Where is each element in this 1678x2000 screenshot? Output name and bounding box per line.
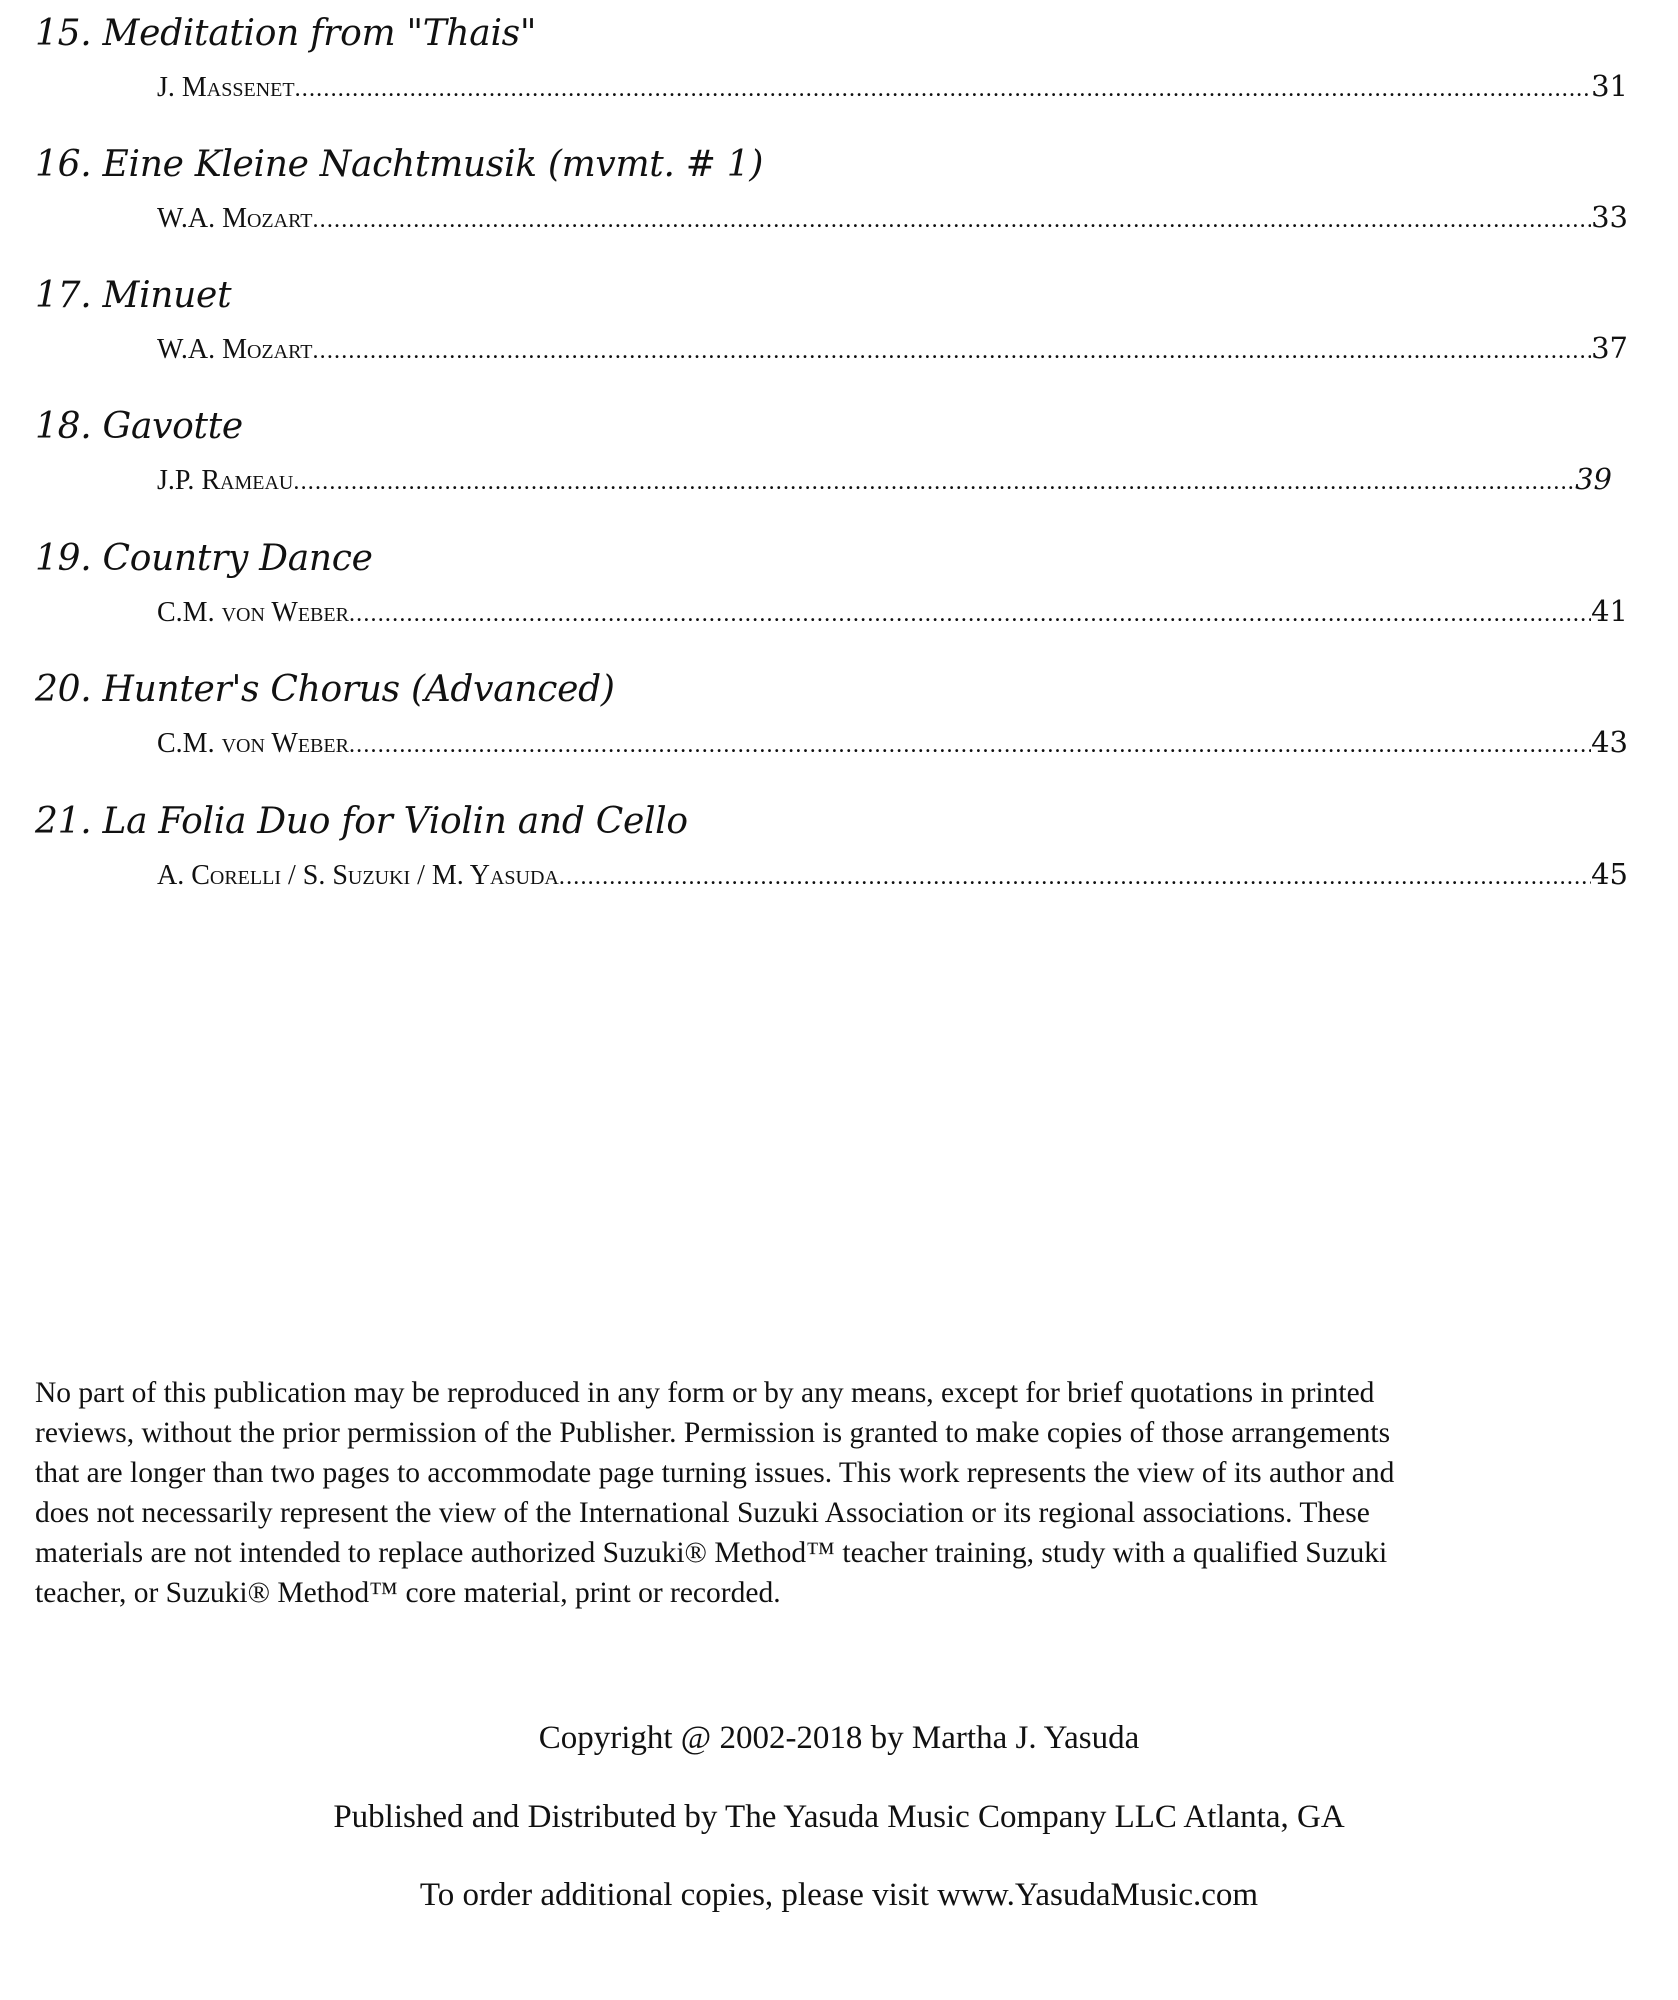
toc-title-text: Meditation from "Thais" bbox=[102, 13, 537, 54]
toc-composer: W.A. Mozart bbox=[157, 203, 313, 234]
order-notice: To order additional copies, please visit www.YasudaMusic.com bbox=[419, 1877, 1259, 1913]
toc-page-number: 31 bbox=[1591, 69, 1628, 103]
toc-leader-row bbox=[157, 854, 1628, 894]
dot-leader bbox=[349, 725, 1591, 762]
toc-entry-16 bbox=[0, 131, 1678, 263]
toc-entry-19 bbox=[0, 525, 1678, 657]
disclaimer-line: teacher, or Suzuki® Method™ core material, print or recorded. bbox=[35, 1577, 781, 1609]
toc-page-number: 45 bbox=[1591, 857, 1628, 891]
toc-page-number: 41 bbox=[1591, 594, 1628, 628]
toc-title bbox=[35, 274, 231, 318]
toc-composer: J.P. Rameau bbox=[157, 465, 294, 496]
toc-entry-20 bbox=[0, 656, 1678, 788]
toc-composer: J. Massenet bbox=[157, 72, 295, 103]
toc-leader-row bbox=[157, 459, 1612, 499]
dot-leader bbox=[312, 200, 1591, 237]
disclaimer-line: that are longer than two pages to accommodate page turning issues. This work represents the view of its author and bbox=[35, 1457, 1395, 1489]
toc-number: 18. bbox=[35, 406, 92, 447]
toc-title-text: Minuet bbox=[102, 275, 232, 316]
toc-leader-row bbox=[157, 328, 1628, 368]
toc-title bbox=[35, 800, 688, 844]
toc-composer: W.A. Mozart bbox=[157, 334, 313, 365]
disclaimer-line: reviews, without the prior permission of the Publisher. Permission is granted to make copies of those arrangements bbox=[35, 1417, 1391, 1449]
toc-title bbox=[35, 668, 615, 712]
copyright-disclaimer bbox=[35, 1373, 1655, 1613]
toc-leader-row bbox=[157, 722, 1628, 762]
toc-number: 19. bbox=[35, 538, 92, 579]
publisher-notice: Published and Distributed by The Yasuda Music Company LLC Atlanta, GA bbox=[333, 1799, 1345, 1835]
toc-title bbox=[35, 537, 373, 581]
toc-composer: C.M. von Weber bbox=[157, 728, 349, 759]
toc-number: 15. bbox=[35, 13, 92, 54]
dot-leader bbox=[293, 462, 1575, 499]
disclaimer-line: materials are not intended to replace authorized Suzuki® Method™ teacher training, study with a qualified Suzuki bbox=[35, 1537, 1388, 1569]
toc-page-number: 43 bbox=[1591, 725, 1628, 759]
toc-leader-row bbox=[157, 197, 1628, 237]
dot-leader bbox=[312, 331, 1591, 368]
toc-title-text: Country Dance bbox=[102, 538, 373, 579]
disclaimer-line: does not necessarily represent the view of the International Suzuki Association or its regional associations. These bbox=[35, 1497, 1370, 1529]
toc-entry-18 bbox=[0, 393, 1678, 525]
dot-leader bbox=[559, 857, 1591, 894]
toc-composer: C.M. von Weber bbox=[157, 597, 349, 628]
toc-page-number: 37 bbox=[1591, 331, 1628, 365]
toc-title bbox=[35, 405, 243, 449]
toc-leader-row bbox=[157, 591, 1628, 631]
toc-entry-17 bbox=[0, 262, 1678, 394]
toc-number: 17. bbox=[35, 275, 92, 316]
toc-number: 16. bbox=[35, 144, 92, 185]
copyright-notice: Copyright @ 2002-2018 by Martha J. Yasuda bbox=[538, 1720, 1140, 1756]
dot-leader bbox=[295, 69, 1592, 106]
toc-page-number: 33 bbox=[1591, 200, 1628, 234]
dot-leader bbox=[349, 594, 1591, 631]
toc-title-text: Gavotte bbox=[102, 406, 243, 447]
toc-composer: A. Corelli / S. Suzuki / M. Yasuda bbox=[157, 860, 559, 891]
toc-number: 21. bbox=[35, 801, 92, 842]
toc-title bbox=[35, 143, 763, 187]
toc-page-number: 39 bbox=[1575, 462, 1612, 496]
toc-number: 20. bbox=[35, 669, 92, 710]
toc-entry-15 bbox=[0, 0, 1678, 132]
toc-leader-row bbox=[157, 66, 1628, 106]
disclaimer-line: No part of this publication may be reproduced in any form or by any means, except for brief quotations in printed bbox=[35, 1377, 1375, 1409]
toc-title bbox=[35, 12, 536, 56]
toc-title-text: Hunter's Chorus (Advanced) bbox=[102, 669, 615, 710]
toc-entry-21 bbox=[0, 788, 1678, 920]
toc-title-text: La Folia Duo for Violin and Cello bbox=[102, 801, 688, 842]
toc-title-text: Eine Kleine Nachtmusik (mvmt. # 1) bbox=[102, 144, 764, 185]
